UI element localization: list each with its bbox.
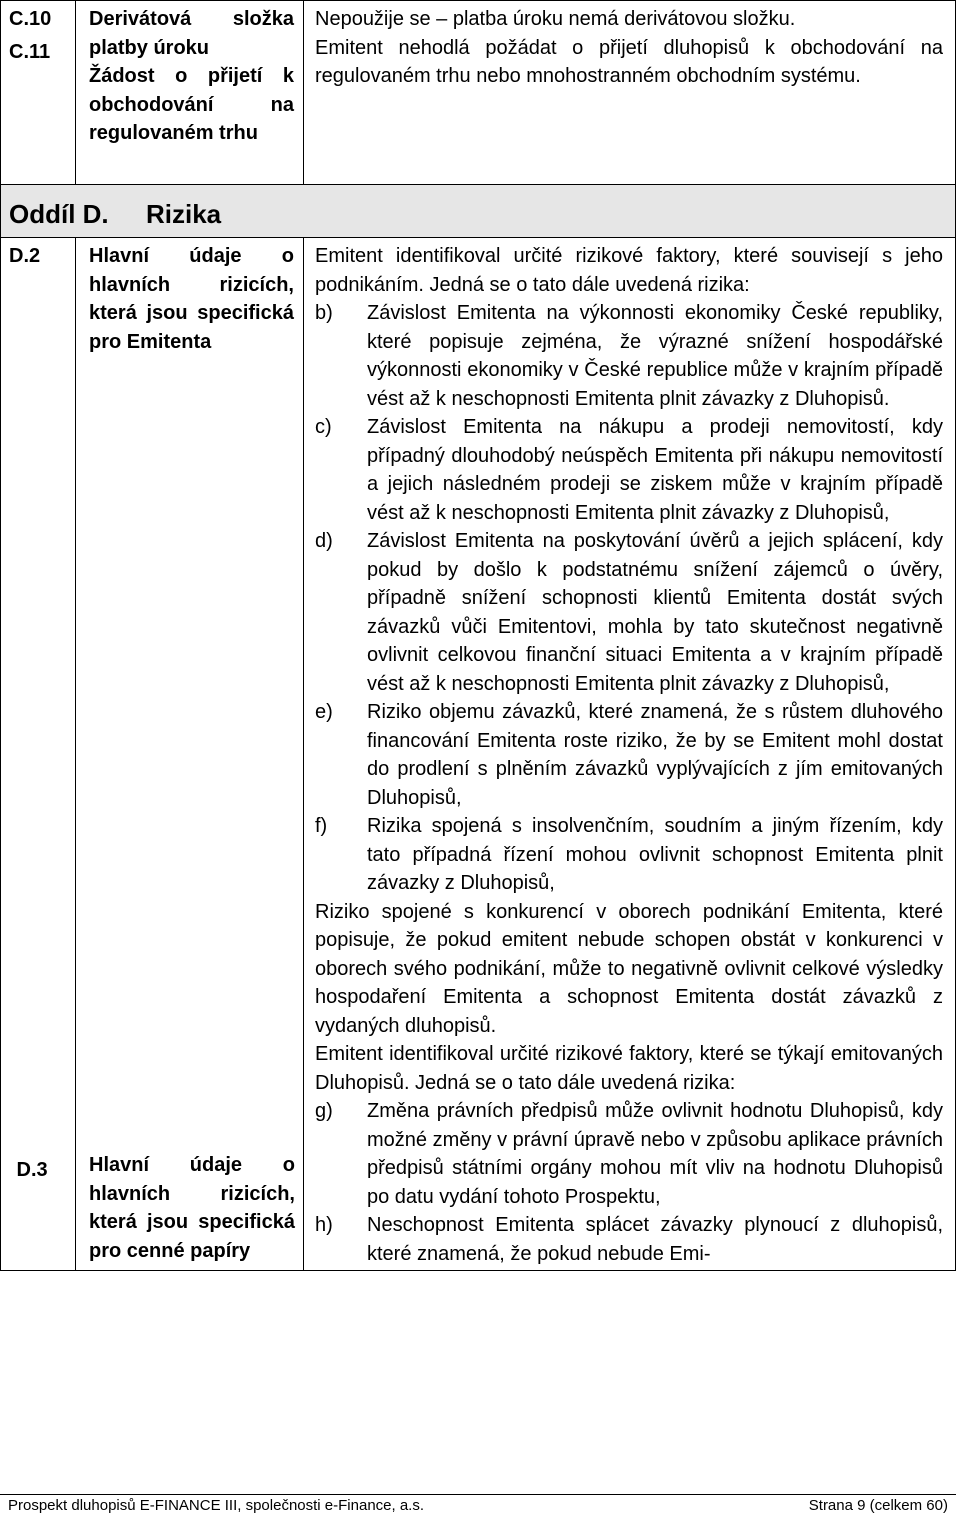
code-cell [1,238,76,1271]
row-code-c11: C.11 [9,40,51,63]
body-cell [304,1,956,185]
row-body-c10: Nepoužije se – platba úroku nemá derivátovou složku. [315,8,796,30]
table-row-d2 [1,238,956,1041]
section-title: Rizika [146,199,222,229]
section-header-d [1,185,956,238]
code-cell [1,1,76,185]
row-title-d3: Hlavní údaje o hlavních rizicích, která jsou specifická pro cenné papíry [89,1154,295,1262]
page-footer [8,1497,948,1515]
d2-outro: Riziko spojené s konkurencí v oborech podnikání Emitenta, které popisuje, že pokud emitent nebude schopen obstát v konkurenci v oborech svého podnikání, může to negativně ovlivnit celkové výsledky hospodaření Emitenta a schopnost Emitenta dostát závazků z vydaných dluhopisů. [315,900,943,1037]
row-body-c11: Emitent nehodlá požádat o přijetí dluhopisů k obchodování na regulovaném trhu nebo mnohostranném obchodním systému. [315,36,943,87]
section-code: Oddíl D. [9,199,109,229]
d3-intro: Emitent identifikoval určité rizikové faktory, které se týkají emitovaných Dluhopisů. Jedná se o tato dále uvedená rizika: [315,1043,943,1094]
body-cell [304,1040,956,1271]
list-item: c) Závislost Emitenta na nákupu a prodeji nemovitostí, kdy případný dlouhodobý neúspěch Emitenta při nákupu nemovitostí a jejich následném prodeji se ziskem může v krajním případě vést až k neschopnosti Emitenta plnit závazky z Dluhopisů, [315,416,943,524]
row-code-d3: D.3 [16,1158,48,1181]
row-code-c10: C.10 [9,8,52,30]
list-item: h) Neschopnost Emitenta splácet závazky plynoucí z dluhopisů, které znamená, že pokud nebude Emi- [315,1214,943,1265]
footer-document-title: Prospekt dluhopisů E-FINANCE III, společnosti e-Finance, a.s. [8,1497,425,1514]
list-item: d) Závislost Emitenta na poskytování úvěrů a jejich splácení, kdy pokud by došlo k podstatnému snížení zájemců o úvěry, případně snížení schopnosti klientů Emitenta dostát svých závazků vůči Emitentovi, mohla by tato skutečnost negativně ovlivnit celkovou finanční situaci Emitenta a v krajním případě vést až k neschopnosti Emitenta plnit závazky z Dluhopisů, [315,530,943,695]
list-item: g) Změna právních předpisů může ovlivnit hodnotu Dluhopisů, kdy možné změny v právní úpravě nebo v způsobu aplikace právních předpisů státními orgány mohou mít vliv na hodnotu Dluhopisů po datu vydání tohoto Prospektu, [315,1100,943,1208]
body-cell [304,238,956,1041]
d3-risk-list [315,1097,943,1268]
list-item: b) Závislost Emitenta na výkonnosti ekonomiky České republiky, které popisuje zejména, že výrazné snížení hospodářské výkonnosti ekonomiky v České republice může v krajním případě vést až k neschopnosti Emitenta plnit závazky z Dluhopisů. [315,302,943,410]
title-cell [76,238,304,1271]
title-cell [76,1,304,185]
footer-divider [0,1494,956,1495]
list-item: f) Rizika spojená s insolvenčním, soudním a jiným řízením, kdy tato případná řízení mohou ovlivnit schopnost Emitenta plnit závazky z Dluhopisů, [315,815,943,894]
footer-page-number: Strana 9 (celkem 60) [808,1497,948,1514]
d2-risk-list [315,299,943,898]
table-row-c [1,1,956,185]
d2-intro: Emitent identifikoval určité rizikové faktory, které souvisejí s jeho podnikáním. Jedná se o tato dále uvedená rizika: [315,245,943,296]
row-code-d2: D.2 [9,245,41,267]
list-item: e) Riziko objemu závazků, které znamená, že s růstem dluhového financování Emitenta roste riziko, že by se Emitent mohl dostat do prodlení s plněním závazků vyplývajících z jím emitovaných Dluhopisů, [315,701,943,809]
row-title-c10: Derivátová složka platby úroku [89,8,294,59]
row-title-c11: Žádost o přijetí k obchodování na regulovaném trhu [89,65,294,144]
row-title-d2: Hlavní údaje o hlavních rizicích, která jsou specifická pro Emitenta [89,245,294,353]
